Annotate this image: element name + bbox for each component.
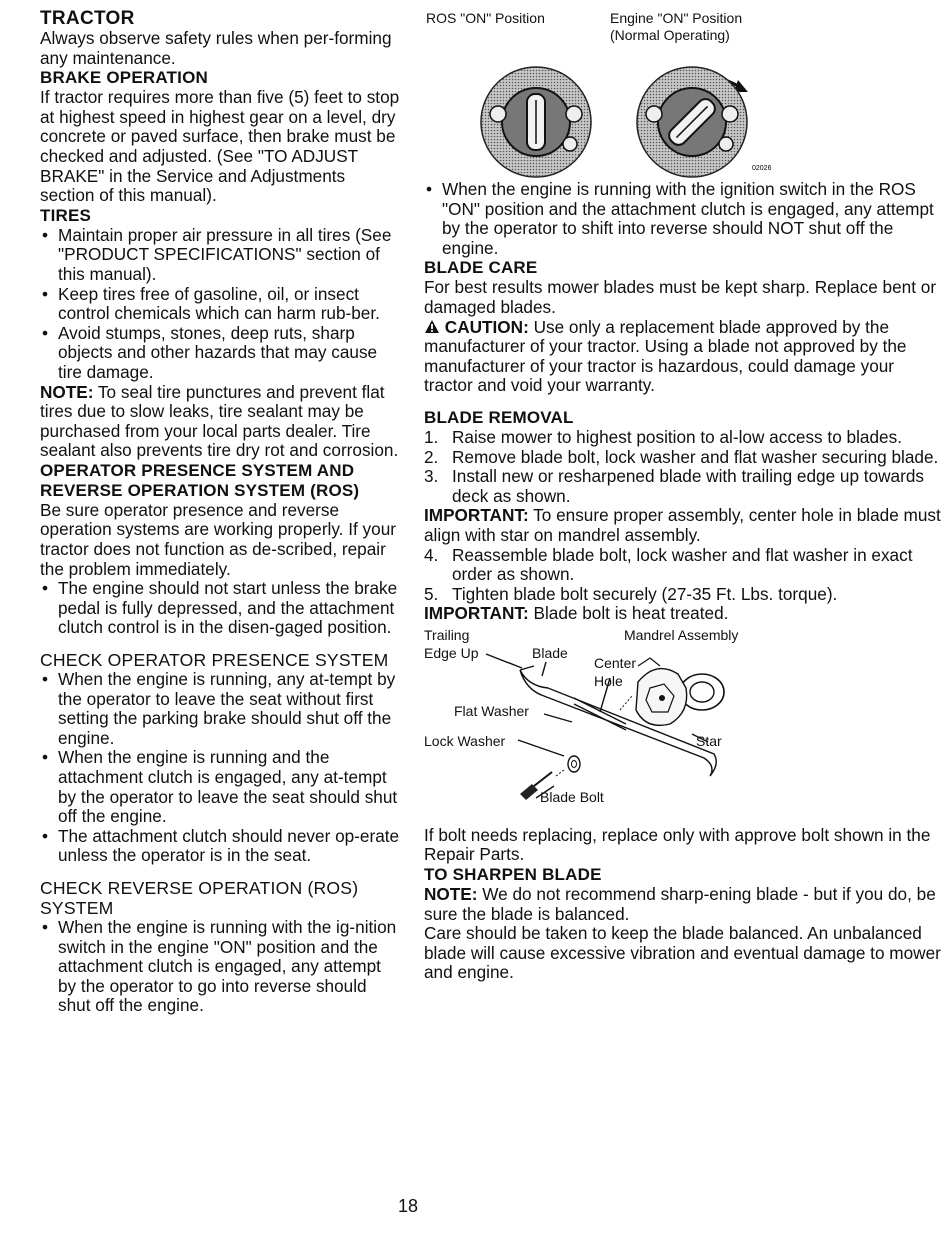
- engine-position-sublabel: (Normal Operating): [610, 27, 730, 43]
- edge-up-label: Edge Up: [424, 644, 479, 661]
- list-item: • Maintain proper air pressure in all tires (See "PRODUCT SPECIFICATIONS" section of this manual).: [42, 224, 392, 284]
- page-number: 18: [398, 1196, 419, 1216]
- check-ops-heading: CHECK OPERATOR PRESENCE SYSTEM: [40, 650, 389, 671]
- left-column: [40, 0, 400, 1016]
- ignition-switch-figure: [424, 48, 784, 180]
- engine-switch-icon: [637, 67, 748, 177]
- lock-washer-icon: [568, 756, 580, 772]
- bolt-text: If bolt needs replacing, replace only with approve bolt shown in the Repair Parts.: [424, 824, 931, 865]
- sharpen-note: NOTE: We do not recommend sharp-ening blade - but if you do, be sure the blade is balanced.: [424, 884, 936, 924]
- blade-care-heading: BLADE CARE: [424, 258, 538, 278]
- center-label: Center: [594, 654, 637, 671]
- mandrel-assembly-label: Mandrel Assembly: [624, 626, 739, 643]
- lock-washer-label: Lock Washer: [424, 732, 506, 749]
- check-ros-heading: CHECK REVERSE OPERATION (ROS) SYSTEM: [40, 877, 359, 918]
- tire-note: NOTE: To seal tire punctures and prevent flat tires due to slow leaks, tire sealant may be purchased from your local parts dealer. Tire sealant also prevents tire dry rot and corrosion.: [40, 381, 399, 461]
- right-column: [424, 0, 944, 983]
- list-item: • The engine should not start unless the brake pedal is fully depressed, and the attachment clutch control is in the disen-gaged position.: [42, 578, 398, 638]
- blade-removal-heading: BLADE REMOVAL: [424, 407, 574, 427]
- tractor-heading: TRACTOR: [40, 8, 135, 29]
- star-label: Star: [696, 732, 722, 749]
- blade-bolt-label: Blade Bolt: [540, 788, 604, 805]
- list-item: • When the engine is running with the ignition switch in the ROS "ON" position and the attachment clutch is engaged, any attempt by the operator to shift into reverse should NOT shut off the engine.: [426, 179, 934, 258]
- list-item: • When the engine is running and the attachment clutch is engaged, any at-tempt by the operator to leave the seat should shut off the engine.: [42, 747, 398, 827]
- blade-label: Blade: [532, 644, 568, 661]
- list-item: 5. Tighten blade bolt securely (27-35 Ft. Lbs. torque).: [424, 583, 838, 604]
- tractor-text: Always observe safety rules when per-forming any maintenance.: [40, 28, 392, 68]
- important-note: IMPORTANT: To ensure proper assembly, center hole in blade must align with star on mandrel assembly.: [424, 505, 941, 545]
- list-item: 1. Raise mower to highest position to al-low access to blades.: [424, 426, 902, 447]
- blade-assembly-diagram: [424, 626, 784, 826]
- list-item: • Avoid stumps, stones, deep ruts, sharp objects and other hazards that may cause tire damage.: [42, 322, 378, 382]
- list-item: • Keep tires free of gasoline, oil, or insect control chemicals which can harm rub-ber.: [42, 283, 380, 324]
- brake-heading: BRAKE OPERATION: [40, 68, 208, 88]
- engine-position-label: Engine "ON" Position: [610, 10, 743, 26]
- tires-list: [40, 226, 400, 383]
- ros-position-label: ROS "ON" Position: [426, 10, 545, 26]
- list-item: 2. Remove blade bolt, lock washer and flat washer securing blade.: [424, 446, 939, 467]
- flat-washer-label: Flat Washer: [454, 702, 529, 719]
- warning-triangle-icon: [424, 319, 440, 334]
- list-item: • The attachment clutch should never op-erate unless the operator is in the seat.: [42, 825, 400, 866]
- list-item: 4. Reassemble blade bolt, lock washer and flat washer in exact order as shown.: [424, 544, 913, 585]
- ops-text: Be sure operator presence and reverse operation systems are working properly. If your tractor does not function as de-scribed, repair the problem immediately.: [40, 499, 396, 579]
- caution-text: CAUTION: Use only a replacement blade approved by the manufacturer of your tractor. Using a blade not approved by the manufacturer of your tractor is hazardous, could damage your tractor and void your warranty.: [424, 316, 907, 396]
- care-text: Care should be taken to keep the blade balanced. An unbalanced blade will cause excessive vibration and eventual damage to mower and engine.: [424, 923, 941, 983]
- trailing-label: Trailing: [424, 626, 470, 643]
- list-item: • When the engine is running, any at-tempt by the operator to leave the seat without first setting the parking brake should shut off the engine.: [42, 669, 396, 748]
- tires-heading: TIRES: [40, 205, 92, 225]
- blade-care-text: For best results mower blades must be kept sharp. Replace bent or damaged blades.: [424, 277, 937, 317]
- list-item: • When the engine is running with the ig-nition switch in the engine "ON" position and the attachment clutch is engaged, any attempt by the operator to go into reverse should shut off the engine.: [42, 916, 397, 1016]
- ops-heading: OPERATOR PRESENCE SYSTEM AND REVERSE OPERATION SYSTEM (ROS): [40, 460, 360, 500]
- brake-text: If tractor requires more than five (5) feet to stop at highest speed in highest gear on a level, dry concrete or paved surface, then brake must be checked and adjusted. (See "TO ADJUST BRAKE" in the Service and Adjustments section of this manual).: [40, 87, 400, 206]
- figure-code: 02026: [752, 165, 772, 172]
- important-note-2: IMPORTANT: Blade bolt is heat treated.: [424, 603, 729, 624]
- hole-label: Hole: [594, 672, 623, 689]
- ros-switch-icon: [481, 67, 591, 177]
- sharpen-heading: TO SHARPEN BLADE: [424, 865, 602, 885]
- list-item: 3. Install new or resharpened blade with trailing edge up towards deck as shown.: [424, 466, 924, 506]
- switch-labels: [424, 0, 944, 48]
